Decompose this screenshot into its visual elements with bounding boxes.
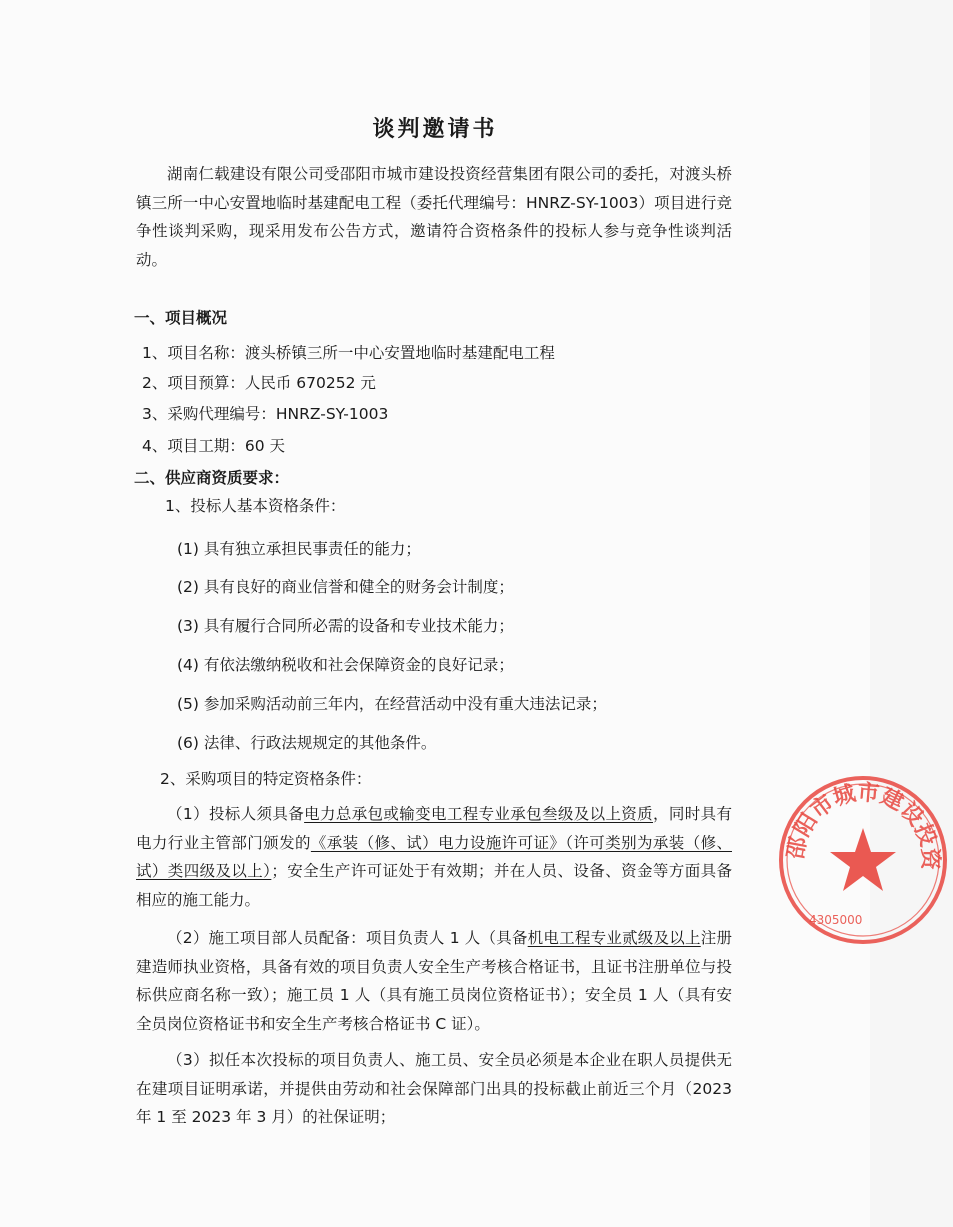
section1-heading: 一、项目概况: [134, 309, 228, 327]
svg-text:邵阳市城市建设投资: 邵阳市城市建设投资: [783, 780, 943, 871]
special-condition-2: （2）施工项目部人员配备：项目负责人 1 人（具备机电工程专业贰级及以上注册建造师执业资格，具备有效的项目负责人安全生产考核合格证书，且证书注册单位与投标供应商名称一致）；施工员 1 人（具有施工员岗位资格证书）；安全员 1 人（具有安全员岗位资格证书和安全生产考核合格证书 C 证）。: [136, 929, 732, 1033]
special-qualifications-heading: 2、采购项目的特定资格条件：: [160, 770, 372, 788]
special-condition-1: （1）投标人须具备电力总承包或输变电工程专业承包叁级及以上资质，同时具有电力行业主管部门颁发的《承装（修、试）电力设施许可证》（许可类别为承装（修、试）类四级及以上）；安全生产许可证处于有效期；并在人员、设备、资金等方面具备相应的施工能力。: [136, 805, 732, 909]
special-condition-3: （3）拟任本次投标的项目负责人、施工员、安全员必须是本企业在职人员提供无在建项目证明承诺，并提供由劳动和社会保障部门出具的投标截止前近三个月（2023 年 1 至 2023 年 3 月）的社保证明；: [136, 1051, 732, 1126]
intro-paragraph: 湖南仁载建设有限公司受邵阳市城市建设投资经营集团有限公司的委托，对渡头桥镇三所一中心安置地临时基建配电工程（委托代理编号：HNRZ-SY-1003）项目进行竞争性谈判采购，现采用发布公告方式，邀请符合资格条件的投标人参与竞争性谈判活动。: [136, 165, 732, 269]
seal-star-icon: [830, 828, 896, 891]
svg-text:4305000: 4305000: [809, 913, 863, 927]
section2-heading: 二、供应商资质要求：: [134, 469, 290, 487]
document-title: 谈判邀请书: [372, 117, 498, 142]
condition-item: (5) 参加采购活动前三年内，在经营活动中没有重大违法记录；: [177, 695, 607, 713]
condition-item: (1) 具有独立承担民事责任的能力；: [177, 540, 421, 558]
condition-item: (2) 具有良好的商业信誉和健全的财务会计制度；: [177, 578, 514, 596]
condition-item: (6) 法律、行政法规规定的其他条件。: [177, 734, 437, 752]
condition-item: (3) 具有履行合同所必需的设备和专业技术能力；: [177, 617, 514, 635]
basic-qualifications-heading: 1、投标人基本资格条件：: [165, 497, 346, 515]
project-duration: 4、项目工期：60 天: [142, 437, 286, 455]
official-seal-stamp: [773, 770, 953, 950]
project-budget: 2、项目预算：人民币 670252 元: [142, 374, 376, 392]
condition-item: (4) 有依法缴纳税收和社会保障资金的良好记录；: [177, 656, 514, 674]
project-name: 1、项目名称：渡头桥镇三所一中心安置地临时基建配电工程: [142, 344, 555, 362]
agency-code: 3、采购代理编号：HNRZ-SY-1003: [142, 405, 389, 423]
